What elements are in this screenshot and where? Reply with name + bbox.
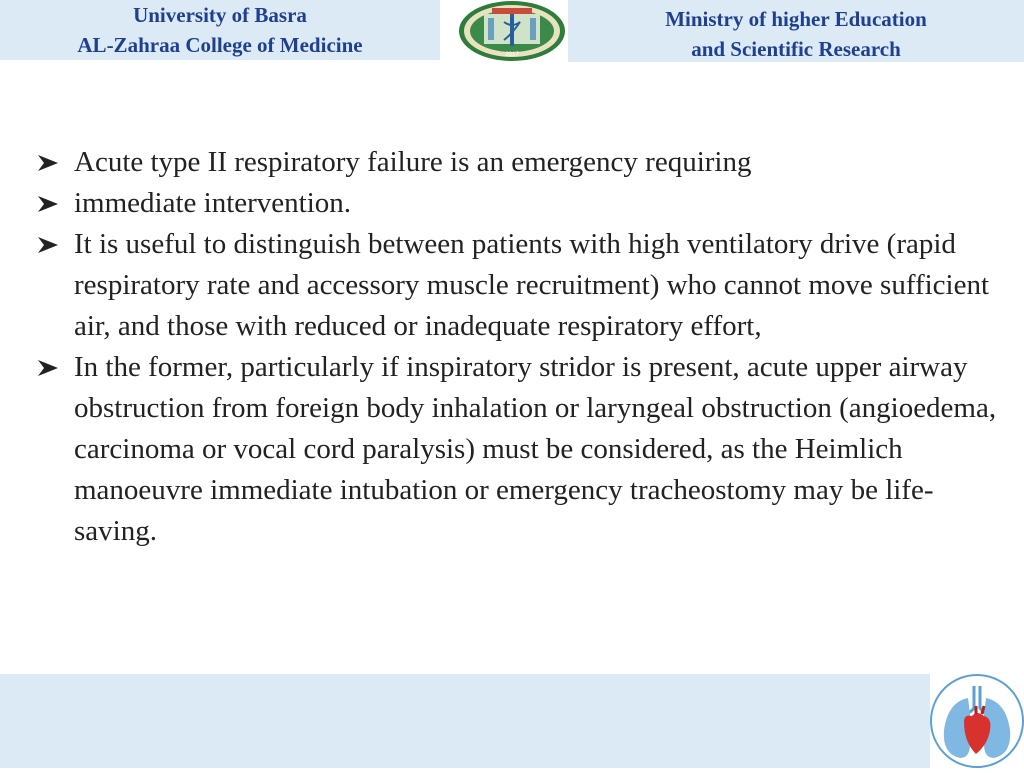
- bullet-item: [36, 142, 1006, 183]
- bullet-text: Acute type II respiratory failure is an emergency requiring: [74, 146, 752, 178]
- footer-bar: [0, 674, 930, 768]
- arrow-bullet-icon: [36, 236, 60, 254]
- college-name: AL-Zahraa College of Medicine: [77, 33, 363, 57]
- bullet-item: [36, 224, 1006, 347]
- slide-content: [36, 142, 1006, 552]
- bullet-text: immediate intervention.: [74, 187, 352, 219]
- ministry-name: Ministry of higher Education: [665, 7, 927, 31]
- college-seal-icon: [458, 0, 566, 62]
- bullet-text: In the former, particularly if inspiratory stridor is present, acute upper airway obstruction from foreign body inhalation or laryngeal obstruction (angioedema, carcinoma or vocal cord paralysis) must be considered, as the Heimlich manoeuvre immediate intubation or emergency tracheostomy may be life-saving.: [74, 351, 997, 547]
- header-right-banner: [568, 0, 1024, 62]
- arrow-bullet-icon: [36, 195, 60, 213]
- logo-year: 2017: [505, 52, 519, 58]
- bullet-text: It is useful to distinguish between patients with high ventilatory drive (rapid respiratory rate and accessory muscle recruitment) who cannot move sufficient air, and those with reduced or inadequate respiratory effort,: [74, 228, 990, 342]
- ministry-subtitle: and Scientific Research: [691, 37, 901, 61]
- bullet-item: [36, 347, 1006, 552]
- bullet-item: [36, 183, 1006, 224]
- lungs-heart-icon: [930, 674, 1024, 768]
- arrow-bullet-icon: [36, 359, 60, 377]
- university-name: University of Basra: [133, 3, 307, 27]
- header-left-banner: [0, 0, 440, 60]
- arrow-bullet-icon: [36, 154, 60, 172]
